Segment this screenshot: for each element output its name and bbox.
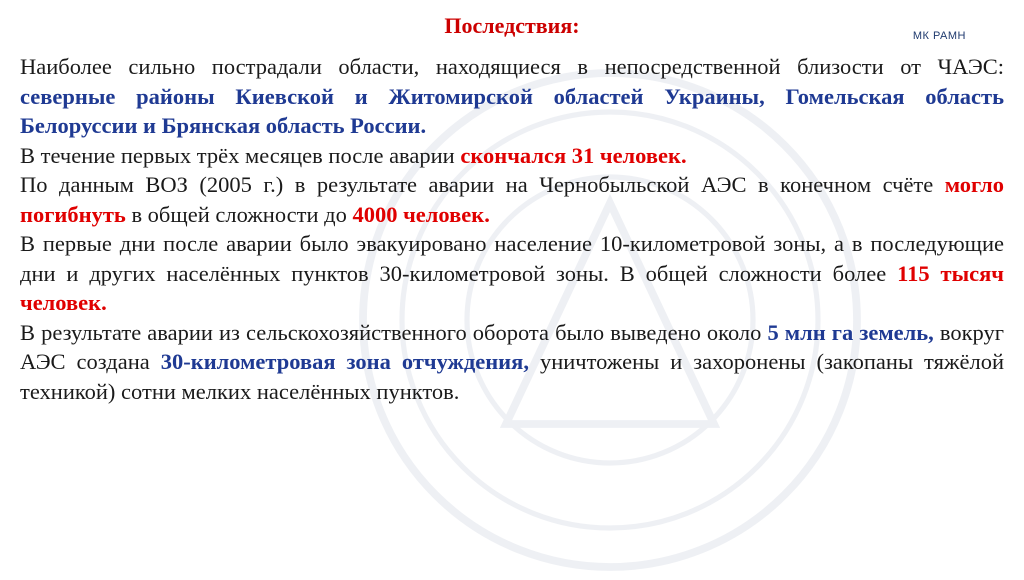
- slide-title: Последствия:: [444, 13, 580, 38]
- highlight-evacuated: 115 тысяч человек.: [20, 260, 1004, 315]
- paragraph-first-months: [20, 141, 1004, 171]
- highlight-could-die: могло погибнуть: [20, 172, 1004, 227]
- org-logo-text: МК РАМН: [912, 30, 966, 42]
- text: уничтожены и захоронены (закопаны тяжёлой техникой) сотни мелких населённых пунктов.: [20, 349, 1004, 404]
- slide-body: [20, 52, 1004, 406]
- paragraph-who-data: [20, 170, 1004, 229]
- text: в общей сложности до: [125, 201, 353, 227]
- text: вокруг АЭС создана: [20, 319, 1004, 374]
- text: Наиболее сильно пострадали области, находящиеся в непосредственной близости от ЧАЭС:: [20, 54, 1004, 79]
- highlight-deaths: скончался 31 человек.: [460, 142, 687, 168]
- highlight-exclusion-zone: 30-километровая зона отчуждения,: [160, 349, 529, 374]
- highlight-land: 5 млн га земель,: [767, 319, 934, 345]
- text: По данным ВОЗ (2005 г.) в результате аварии на Чернобыльской АЭС в конечном счёте: [20, 172, 945, 197]
- paragraph-evacuation: [20, 229, 1004, 318]
- text: В первые дни после аварии было эвакуировано население 10-километровой зоны, а в последующие дни и других населённых пунктов 30-километровой зоны. В общей сложности более: [20, 231, 1004, 286]
- highlight-4000: 4000 человек.: [352, 201, 490, 227]
- text: В результате аварии из сельскохозяйственного оборота было выведено около: [20, 319, 768, 345]
- highlight-regions: северные районы Киевской и Житомирской областей Украины, Гомельская область Белоруссии и Брянская область России.: [20, 83, 1004, 138]
- paragraph-affected-regions: [20, 52, 1004, 141]
- paragraph-land: [20, 318, 1004, 407]
- text: В течение первых трёх месяцев после аварии: [20, 142, 461, 168]
